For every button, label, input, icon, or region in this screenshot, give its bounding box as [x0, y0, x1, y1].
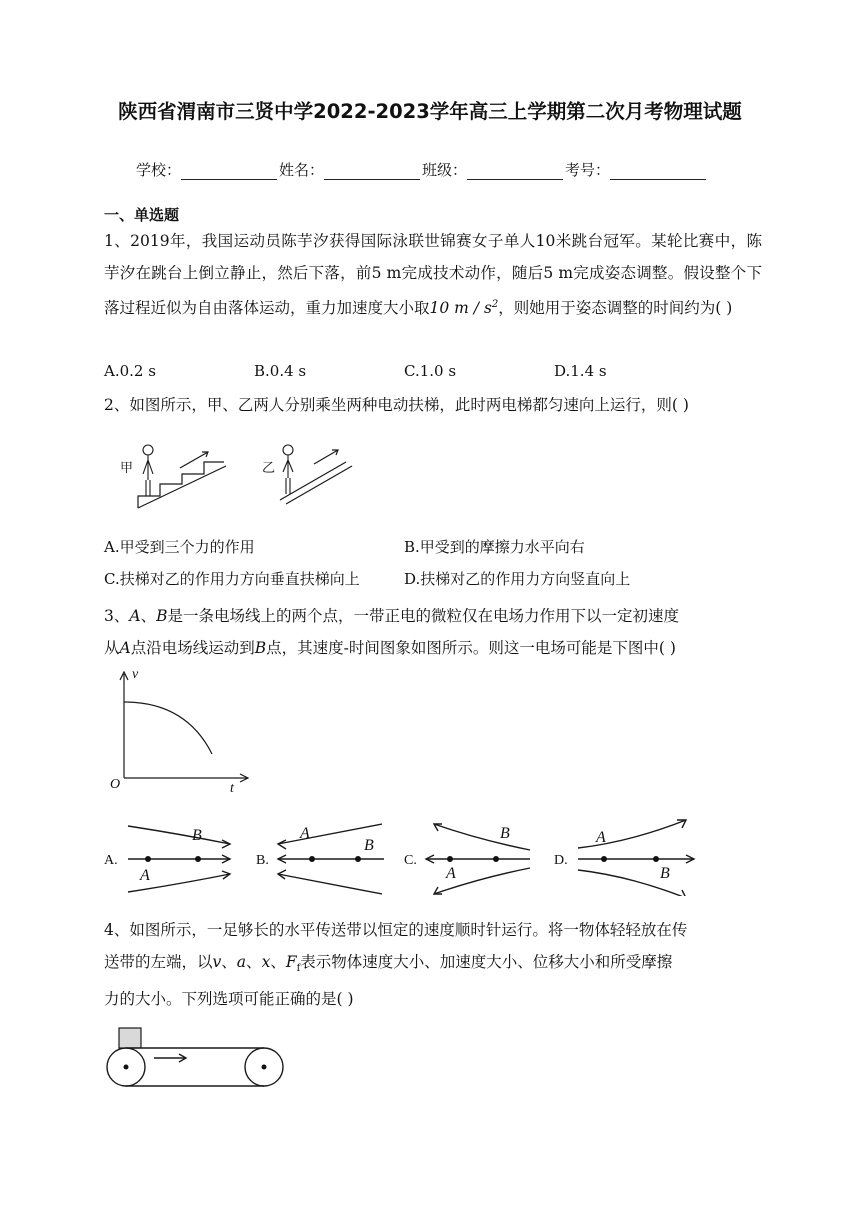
right-pulley-axle: [262, 1065, 267, 1070]
svg-text:D.: D.: [554, 853, 568, 868]
q2-option-b[interactable]: B.甲受到的摩擦力水平向右: [404, 538, 585, 556]
svg-text:A: A: [446, 865, 456, 882]
q1-formula: 10 m / $s^2$: [429, 299, 499, 318]
field-option-c[interactable]: [404, 824, 530, 894]
label-yi: 乙: [262, 460, 276, 475]
q4-line-2: 送带的左端，以v、a、x、$F_f$表示物体速度大小、加速度大小、位移大小和所受摩擦: [104, 952, 673, 974]
class-blank: [467, 165, 563, 180]
q2-option-d[interactable]: D.扶梯对乙的作用力方向竖直向上: [404, 570, 631, 588]
q3-line-2: 从A点沿电场线运动到B点，其速度-时间图象如图所示。则这一电场可能是下图中( ): [104, 638, 676, 657]
svg-text:B.: B.: [256, 853, 269, 868]
field-option-d[interactable]: [554, 820, 694, 896]
name-blank: [324, 165, 420, 180]
svg-text:A: A: [140, 867, 150, 884]
escalator-figure: [110, 438, 360, 514]
number-blank: [610, 165, 706, 180]
velocity-curve: [124, 702, 212, 754]
question-2: 2、如图所示，甲、乙两人分别乘坐两种电动扶梯，此时两电梯都匀速向上运行，则( ): [104, 396, 689, 414]
person-jia: [143, 445, 153, 496]
svg-text:C.: C.: [404, 853, 417, 868]
field-option-a[interactable]: [104, 826, 230, 892]
school-label: 学校：: [136, 161, 182, 179]
q4-line-1: 4、如图所示，一足够长的水平传送带以恒定的速度顺时针运行。将一物体轻轻放在传: [104, 921, 688, 939]
q1-text-b: ，则她用于姿态调整的时间约为( ): [498, 299, 733, 318]
q2-option-a[interactable]: A.甲受到三个力的作用: [104, 538, 255, 556]
svg-text:B: B: [364, 837, 374, 854]
t-label: t: [230, 781, 234, 796]
svg-text:B: B: [192, 827, 202, 844]
ramp-escalator: [280, 450, 352, 504]
name-label: 姓名：: [279, 161, 325, 179]
svg-text:A.: A.: [104, 853, 118, 868]
svg-text:B: B: [660, 865, 670, 882]
class-label: 班级：: [422, 161, 468, 179]
section-heading: 一、单选题: [104, 206, 180, 224]
svg-text:A: A: [596, 829, 606, 846]
svg-text:B: B: [500, 825, 510, 842]
v-label: v: [132, 667, 139, 682]
question-4: [104, 915, 762, 1016]
velocity-time-graph: [104, 666, 264, 796]
object-block: [119, 1028, 141, 1048]
q1-option-a[interactable]: A.0.2 s: [104, 362, 156, 380]
svg-text:A: A: [300, 825, 310, 842]
field-options-figure: [100, 816, 710, 896]
school-blank: [181, 165, 277, 180]
q3-line-1: 3、A、B是一条电场线上的两个点，一带正电的微粒仅在电场力作用下以一定初速度: [104, 607, 679, 625]
stair-escalator: [138, 452, 226, 508]
person-yi: [283, 445, 293, 494]
page-title: 陕西省渭南市三贤中学2022-2023学年高三上学期第二次月考物理试题: [118, 100, 742, 123]
q1-option-c[interactable]: C.1.0 s: [404, 362, 457, 380]
q1-option-b[interactable]: B.0.4 s: [254, 362, 307, 380]
student-info-line: [136, 160, 708, 180]
question-1: [104, 226, 762, 325]
q1-option-d[interactable]: D.1.4 s: [554, 362, 607, 380]
conveyor-belt-figure: [104, 1024, 290, 1090]
origin-label: O: [110, 777, 121, 792]
q2-option-c[interactable]: C.扶梯对乙的作用力方向垂直扶梯向上: [104, 570, 360, 588]
number-label: 考号：: [565, 161, 611, 179]
field-option-b[interactable]: [256, 824, 384, 894]
q1-text-a: 1、2019年，我国运动员陈芋汐获得国际泳联世锦赛女子单人10米跳台冠军。某轮比赛中，陈芋汐在跳台上倒立静止，然后下落，前5 m完成技术动作，随后5 m完成姿态调整。假设整个下落过程近似为自由落体运动，重力加速度大小取: [104, 232, 762, 318]
question-3: [104, 601, 762, 664]
left-pulley-axle: [124, 1065, 129, 1070]
q4-line-3: 力的大小。下列选项可能正确的是( ): [104, 990, 354, 1009]
label-jia: 甲: [120, 460, 134, 475]
